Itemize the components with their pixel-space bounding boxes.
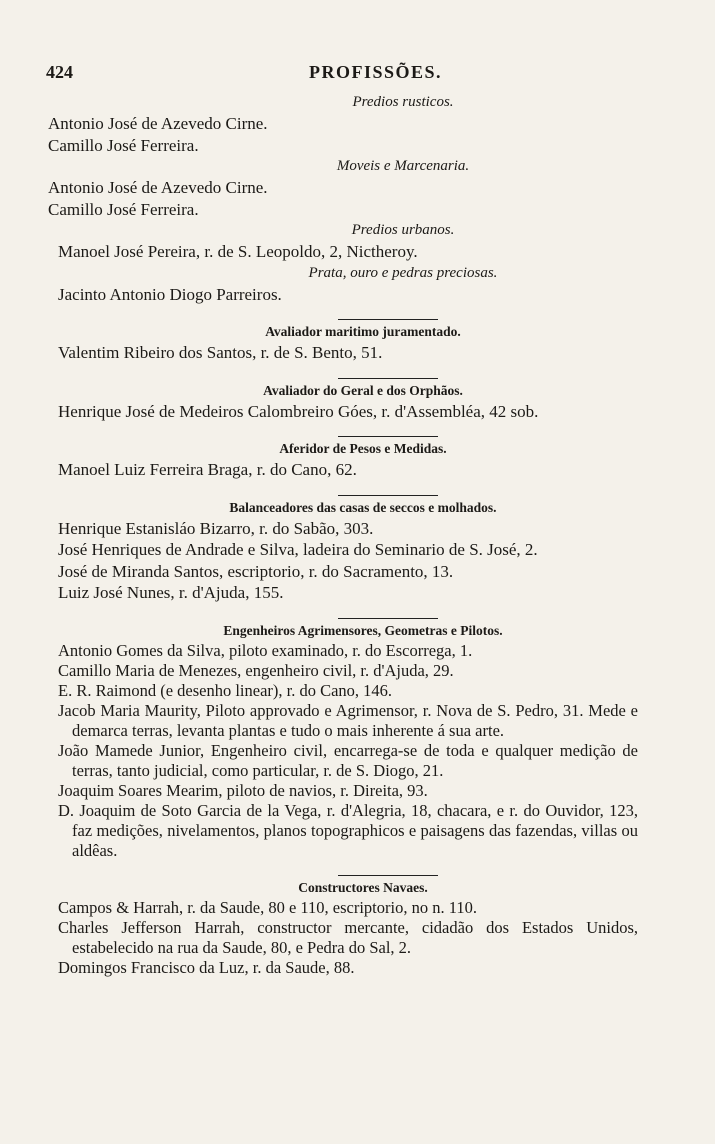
section-heading: Avaliador maritimo juramentado.: [265, 324, 461, 339]
list-entry: Campos & Harrah, r. da Saude, 80 e 110, escriptorio, no n. 110.: [58, 897, 477, 917]
section-heading: Avaliador do Geral e dos Orphãos.: [263, 382, 463, 398]
section-divider: [338, 875, 438, 876]
list-entry: Luiz José Nunes, r. d'Ajuda, 155.: [58, 583, 284, 602]
list-entry: João Mamede Junior, Engenheiro civil, encarrega-se de toda e qualquer medição de terras, tanto judicial, como particular, r. de S. Diogo, 21.: [58, 740, 638, 780]
subsection-title: Moveis e Marcenaria.: [336, 158, 470, 174]
list-entry: Camillo José Ferreira.: [48, 199, 199, 219]
page-title: PROFISSÕES.: [308, 62, 443, 82]
list-entry: Charles Jefferson Harrah, constructor mercante, cidadão dos Estados Unidos, estabelecido na rua da Saude, 80, e Pedra do Sal, 2.: [58, 917, 638, 957]
section-divider: [338, 618, 438, 619]
list-entry: Camillo José Ferreira.: [48, 135, 199, 155]
list-entry: Manoel José Pereira, r. de S. Leopoldo, 2, Nictheroy.: [58, 242, 418, 261]
subsection-title: Prata, ouro e pedras preciosas.: [308, 264, 498, 281]
page-number: 424: [46, 62, 73, 82]
page-header: [46, 62, 675, 88]
list-entry: Jacinto Antonio Diogo Parreiros.: [58, 284, 282, 304]
list-entry: Antonio José de Azevedo Cirne.: [48, 114, 268, 133]
subsection-title: Predios urbanos.: [351, 222, 455, 238]
list-entry: E. R. Raimond (e desenho linear), r. do Cano, 146.: [58, 680, 393, 700]
section-divider: [338, 495, 438, 496]
list-entry: Henrique Estanisláo Bizarro, r. do Sabão, 303.: [58, 518, 374, 538]
list-entry: D. Joaquim de Soto Garcia de la Vega, r. d'Alegria, 18, chacara, e r. do Ouvidor, 123, faz medições, nivelamentos, planos topographicos e paisagens das fazendas, villas ou aldêas.: [58, 800, 638, 860]
list-entry: Camillo Maria de Menezes, engenheiro civil, r. d'Ajuda, 29.: [58, 660, 454, 680]
list-entry: Antonio José de Azevedo Cirne.: [48, 178, 268, 197]
list-entry: Joaquim Soares Mearim, piloto de navios, r. Direita, 93.: [58, 780, 428, 800]
list-entry: Valentim Ribeiro dos Santos, r. de S. Bento, 51.: [58, 343, 383, 362]
section-heading: Aferidor de Pesos e Medidas.: [279, 441, 447, 456]
section-divider: [338, 436, 438, 437]
section-divider: [338, 378, 438, 379]
section-divider: [338, 319, 438, 320]
list-entry: Domingos Francisco da Luz, r. da Saude, 88.: [58, 957, 355, 977]
list-entry: Jacob Maria Maurity, Piloto approvado e Agrimensor, r. Nova de S. Pedro, 31. Mede e demarca terras, levanta plantas e tudo o mais inherente á sua arte.: [58, 700, 638, 740]
subsection-title: Predios rusticos.: [352, 94, 454, 110]
list-entry: José Henriques de Andrade e Silva, ladeira do Seminario de S. José, 2.: [58, 540, 538, 559]
list-entry: Henrique José de Medeiros Calombreiro Góes, r. d'Assembléa, 42 sob.: [58, 401, 539, 421]
section-heading: Constructores Navaes.: [298, 879, 428, 895]
section-heading: Engenheiros Agrimensores, Geometras e Pilotos.: [223, 622, 503, 638]
list-entry: Manoel Luiz Ferreira Braga, r. do Cano, 62.: [58, 460, 357, 479]
page-body: [48, 92, 638, 978]
list-entry: José de Miranda Santos, escriptorio, r. do Sacramento, 13.: [58, 561, 454, 581]
list-entry: Antonio Gomes da Silva, piloto examinado, r. do Escorrega, 1.: [58, 640, 473, 660]
section-heading: Balanceadores das casas de seccos e molhados.: [229, 499, 497, 515]
